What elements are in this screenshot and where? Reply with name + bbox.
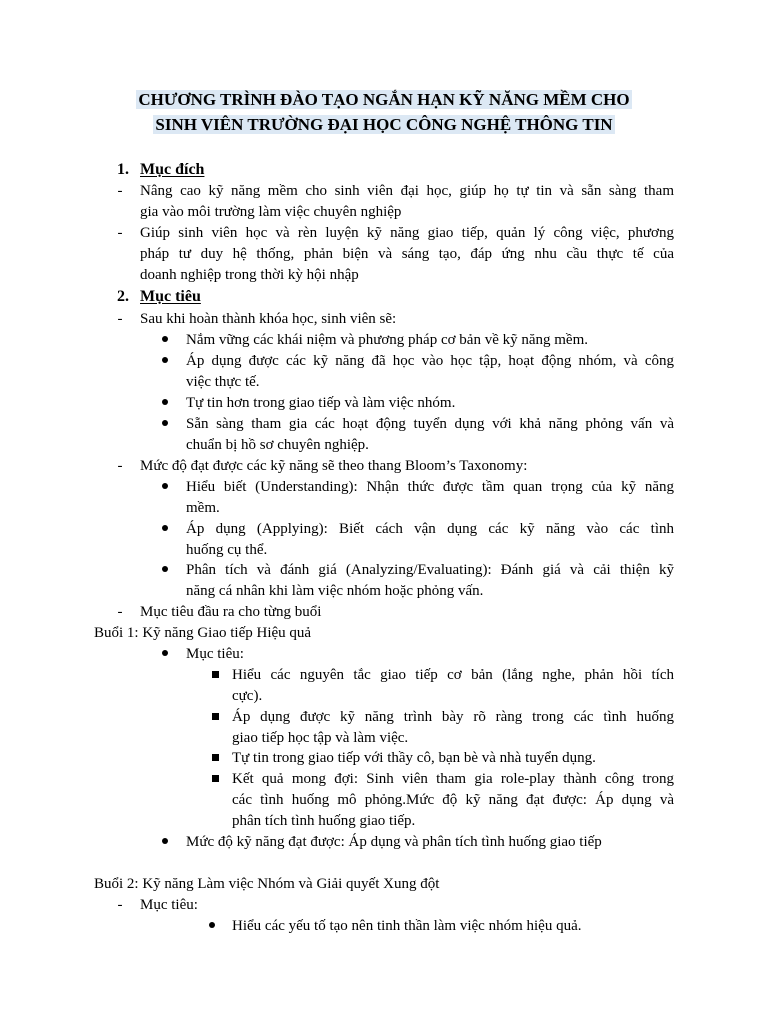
- s1-goal-4-line-1: Kết quả mong đợi: Sinh viên tham gia role-play thành công trong: [232, 771, 674, 787]
- goal-2-line-1: Áp dụng được các kỹ năng đã học vào học tập, hoạt động nhóm, và công: [186, 353, 674, 369]
- section-1-heading: Mục đích: [140, 161, 205, 178]
- session-1-goal-label: Mục tiêu:: [186, 646, 244, 662]
- session-1-level: Mức độ kỹ năng đạt được: Áp dụng và phân tích tình huống giao tiếp: [186, 834, 602, 850]
- bloom-2-line-1: Áp dụng (Applying): Biết cách vận dụng các kỹ năng vào các tình: [186, 521, 674, 537]
- dash-marker: -: [117, 897, 123, 913]
- bullet-icon: [162, 357, 168, 363]
- bullet-icon: [209, 922, 215, 928]
- bullet-icon: [162, 336, 168, 342]
- purpose-item-1-line-2: gia vào môi trường làm việc chuyên nghiệp: [140, 204, 402, 220]
- outcome-intro: Mục tiêu đầu ra cho từng buổi: [140, 604, 322, 620]
- s1-goal-2-line-1: Áp dụng được kỹ năng trình bày rõ ràng trong các tình huống: [232, 709, 674, 725]
- bullet-icon: [162, 650, 168, 656]
- purpose-item-2-line-1: Giúp sinh viên học và rèn luyện kỹ năng giao tiếp, quản lý công việc, phương: [140, 225, 674, 241]
- goal-4-line-2: chuẩn bị hồ sơ chuyên nghiệp.: [186, 437, 369, 453]
- bloom-1-line-1: Hiểu biết (Understanding): Nhận thức được tầm quan trọng của kỹ năng: [186, 479, 674, 495]
- bullet-icon: [162, 420, 168, 426]
- square-bullet-icon: [212, 671, 219, 678]
- s1-goal-4-line-2: các tình huống mô phỏng.Mức độ kỹ năng đạt được: Áp dụng và: [232, 792, 674, 808]
- session-2-title: Buổi 2: Kỹ năng Làm việc Nhóm và Giải quyết Xung đột: [94, 876, 440, 892]
- bloom-3-line-2: năng cá nhân khi làm việc nhóm hoặc phỏng vấn.: [186, 583, 484, 599]
- dash-marker: -: [117, 183, 123, 199]
- section-1-number: 1.: [117, 161, 129, 178]
- dash-marker: -: [117, 311, 123, 327]
- purpose-item-2-line-2: pháp tư duy hệ thống, phản biện và sáng tạo, đáp ứng nhu cầu thực tế của: [140, 246, 674, 262]
- square-bullet-icon: [212, 775, 219, 782]
- s1-goal-1-line-2: cực).: [232, 688, 263, 704]
- bloom-2-line-2: huống cụ thể.: [186, 542, 268, 558]
- section-2-number: 2.: [117, 288, 129, 305]
- dash-marker: -: [117, 225, 123, 241]
- dash-marker: -: [117, 604, 123, 620]
- square-bullet-icon: [212, 754, 219, 761]
- s1-goal-1-line-1: Hiểu các nguyên tắc giao tiếp cơ bản (lắng nghe, phản hồi tích: [232, 667, 674, 683]
- bullet-icon: [162, 399, 168, 405]
- goals-intro: Sau khi hoàn thành khóa học, sinh viên sẽ:: [140, 311, 397, 327]
- title-line-2: SINH VIÊN TRƯỜNG ĐẠI HỌC CÔNG NGHỆ THÔNG TIN: [155, 115, 613, 134]
- goal-2-line-2: việc thực tế.: [186, 374, 260, 390]
- document-title: [94, 87, 674, 137]
- goal-3-line-1: Tự tin hơn trong giao tiếp và làm việc nhóm.: [186, 395, 456, 411]
- s2-goal-1-line-1: Hiểu các yếu tố tạo nên tinh thần làm việc nhóm hiệu quả.: [232, 918, 582, 934]
- bullet-icon: [162, 838, 168, 844]
- bullet-icon: [162, 525, 168, 531]
- bloom-1-line-2: mềm.: [186, 500, 220, 516]
- s1-goal-4-line-3: phân tích tình huống giao tiếp.: [232, 813, 416, 829]
- bullet-icon: [162, 483, 168, 489]
- section-2-heading: Mục tiêu: [140, 288, 201, 305]
- square-bullet-icon: [212, 713, 219, 720]
- bloom-3-line-1: Phân tích và đánh giá (Analyzing/Evaluating): Đánh giá và cải thiện kỹ: [186, 562, 674, 578]
- session-2-goal-label: Mục tiêu:: [140, 897, 198, 913]
- dash-marker: -: [117, 458, 123, 474]
- bullet-icon: [162, 566, 168, 572]
- s1-goal-2-line-2: giao tiếp học tập và làm việc.: [232, 730, 409, 746]
- purpose-item-1-line-1: Nâng cao kỹ năng mềm cho sinh viên đại học, giúp họ tự tin và sẵn sàng tham: [140, 183, 674, 199]
- s1-goal-3-line-1: Tự tin trong giao tiếp với thầy cô, bạn bè và nhà tuyển dụng.: [232, 750, 596, 766]
- goal-4-line-1: Sẵn sàng tham gia các hoạt động tuyển dụng với khả năng phỏng vấn và: [186, 416, 674, 432]
- bloom-intro: Mức độ đạt được các kỹ năng sẽ theo thang Bloom’s Taxonomy:: [140, 458, 528, 474]
- title-line-1: CHƯƠNG TRÌNH ĐÀO TẠO NGẮN HẠN KỸ NĂNG MỀM CHO: [138, 90, 630, 109]
- goal-1-line-1: Nắm vững các khái niệm và phương pháp cơ bản về kỹ năng mềm.: [186, 332, 589, 348]
- purpose-item-2-line-3: doanh nghiệp trong thời kỳ hội nhập: [140, 267, 359, 283]
- session-1-title: Buổi 1: Kỹ năng Giao tiếp Hiệu quả: [94, 625, 312, 641]
